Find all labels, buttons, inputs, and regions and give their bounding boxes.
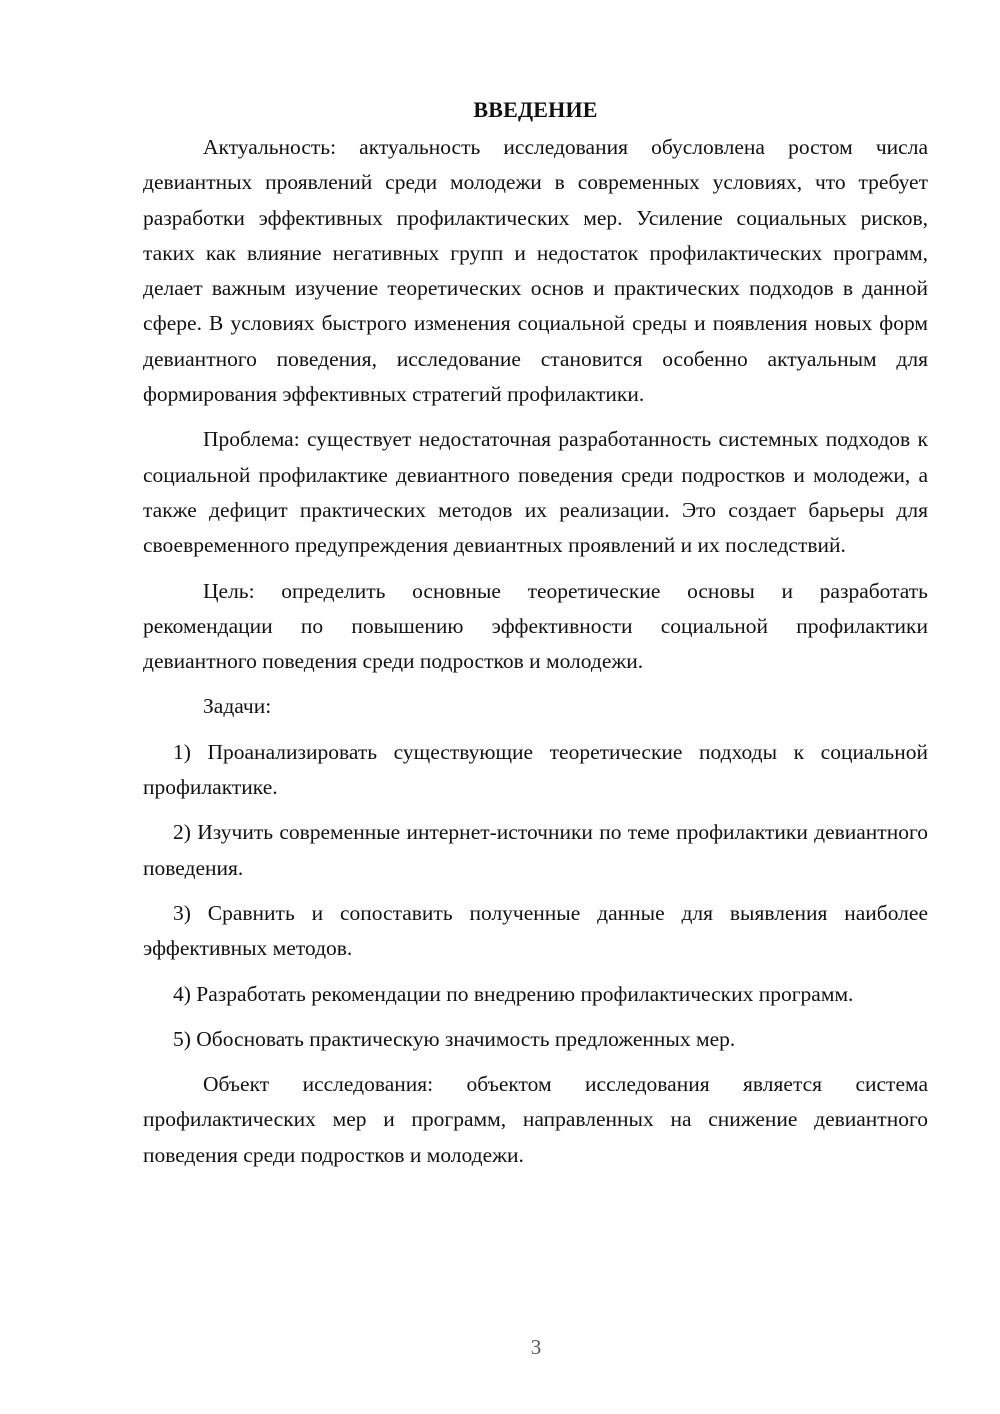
section-title: ВВЕДЕНИЕ [473,97,598,122]
paragraph-relevance: Актуальность: актуальность исследования обусловлена ростом числа девиантных проявлений среди молодежи в современных условиях, что требует разработки эффективных профилактических мер. Усиление социальных рисков, таких как влияние негативных групп и недостаток профилактических программ, делает важным изучение теоретических основ и практических подходов в данной сфере. В условиях быстрого изменения социальной среды и появления новых форм девиантного поведения, исследование становится особенно актуальным для формирования эффективных стратегий профилактики. [143,135,928,407]
task-item-2: 2) Изучить современные интернет-источники по теме профилактики девиантного поведения. [143,820,928,880]
task-item-3: 3) Сравнить и сопоставить полученные данные для выявления наиболее эффективных методов. [143,900,928,961]
task-item-4: 4) Разработать рекомендации по внедрению профилактических программ. [173,981,854,1006]
task-item-5: 5) Обосновать практическую значимость предложенных мер. [173,1026,736,1051]
paragraph-object: Объект исследования: объектом исследования является система профилактических мер и программ, направленных на снижение девиантного поведения среди подростков и молодежи. [143,1072,928,1167]
page-number: 3 [530,1335,542,1359]
task-item-1: 1) Проанализировать существующие теоретические подходы к социальной профилактике. [143,739,928,800]
paragraph-problem: Проблема: существует недостаточная разработанность системных подходов к социальной профилактике девиантного поведения среди подростков и молодежи, а также дефицит практических методов их реализации. Это создает барьеры для своевременного предупреждения девиантных проявлений и их последствий. [143,427,928,558]
tasks-heading: Задачи: [203,694,272,719]
paragraph-goal: Цель: определить основные теоретические основы и разработать рекомендации по повышению эффективности социальной профилактики девиантного поведения среди подростков и молодежи. [143,578,928,674]
